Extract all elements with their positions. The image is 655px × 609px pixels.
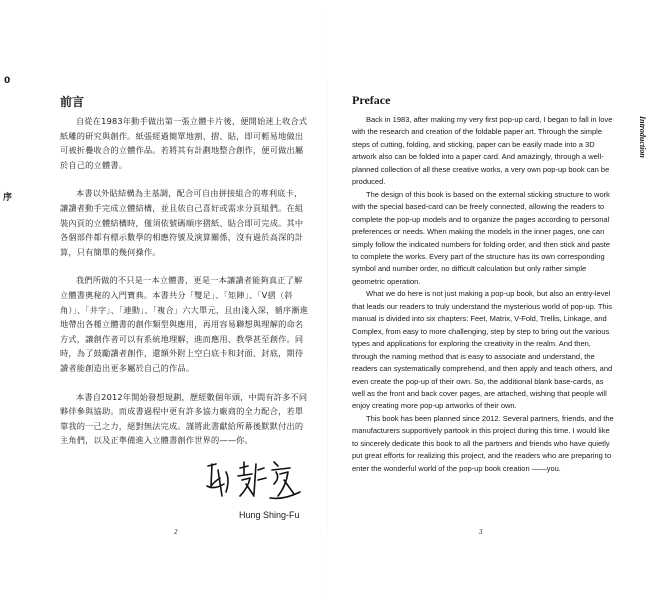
chinese-preface-title: 前言 (60, 95, 85, 109)
english-paragraph-4: This book has been planned since 2012. Several partners, friends, and the manufacturers supportively partook in this project during this time. I would like to sincerely dedicate this book to all the partners and friends who have quietly put great efforts for realizing this project, and the readers who are preparing to enter the wonderful world of the pop-up book creation ——you. (352, 413, 614, 473)
chinese-paragraph-4: 本書自2012年開始發想規劃，歷經數個年頭，中間有許多不同夥伴參與協助。而成書過程中更有許多協力廠商的全力配合，若單靠我的一己之力，絕對無法完成。謹將此書獻給所幕後默默付出的主角們，以及正準備進入立體書創作世界的——你。 (60, 391, 308, 446)
english-paragraph-2: The design of this book is based on the external sticking structure to work with the special based-card can be freely connected, allowing the readers to complete the pop-up models and to organize the pages according to personal preferences or needs. When making the models in the inner pages, one can simply follow the indicated numbers for folding order, and then stick and paste to complete the works. Every part of the structure has its own corresponding symbol and number order, no difficult calculation but only rather simple geometric operation. (352, 189, 611, 286)
right-page (328, 0, 655, 609)
chinese-paragraph-2: 本書以外貼結構為主基調，配合可自由拼接組合的專利底卡，讓讀者動手完成立體結構，並且依自己喜好或需求分頁組們。在組裝內頁的立體結構時，僅須依號碼順序摺紙、貼合即可完成。其中各個部件都有標示數學的相應符號及演算關係，沒有過於高深的計算，只有簡單的幾何操作。 (60, 188, 304, 257)
english-preface-body (352, 114, 617, 475)
signer-name: Hung Shing-Fu (239, 510, 300, 520)
chinese-preface-body (60, 114, 310, 462)
chinese-paragraph-3: 我們所做的不只是一本立體書，更是一本讓讀者能夠真正了解立體書奧秘的入門寶典。本書共分「雙足」、「矩陣」、「V摺（斜角）」、「井字」、「連動」、「複合」六大單元，且由淺入深，循序漸進地帶出各種立體書的創作類型與應用，再用容易聯想與理解的命名方式，讓創作者可以有系統地理解，進而應用、教學甚至創作。同時，為了鼓勵讀者創作，還額外附上空白底卡和封面、封底，期待讀者能創造出更多屬於自己的作品。 (60, 275, 309, 373)
margin-mark-top: 0 (4, 76, 11, 86)
left-page (0, 0, 327, 609)
margin-mark-side: 序 (3, 193, 13, 203)
handwritten-signature (204, 456, 304, 506)
page-number-right: 3 (479, 528, 483, 536)
chinese-paragraph-1: 自從在1983年動手做出第一張立體卡片後，便開始迷上收合式紙雕的研究與創作。紙張經過簡單地割、摺、貼，即可輕易地做出可被折疊收合的立體作品。若將其有計劃地整合創作，便可做出屬於自己的立體書。 (60, 116, 308, 170)
section-side-label: Introduction (638, 116, 647, 158)
english-paragraph-3: What we do here is not just making a pop-up book, but also an entry-level that leads our readers to truly understand the mysterious world of pop-up. This manual is divided into six chapters: Feet, Matrix, V-Fold, Trellis, Linkage, and Complex, from easy to more challenging, step by step to bring out the various types and applications for exploring the creativity in the realm. And then, through the naming method that is easy to associate and understand, the readers can systematically comprehend, and then apply and teach others, and even create the pop-up of their own. So, the additional blank base-cards, as well as the front and back cover pages, are attached, wishing that people will enjoy creating more pop-up artworks of their own. (352, 289, 613, 411)
page-number-left: 2 (174, 528, 178, 536)
english-paragraph-1: Back in 1983, after making my very first pop-up card, I began to fall in love with the research and creation of the foldable paper art. Through the simple steps of cutting, folding, and sticking, paper can be easily made into a 3D artwork also can be folded into a paper card. And amazingly, through a well-planned collection of all these creative works, a very own pop-up book can be produced. (352, 115, 613, 187)
english-preface-title: Preface (352, 93, 391, 107)
